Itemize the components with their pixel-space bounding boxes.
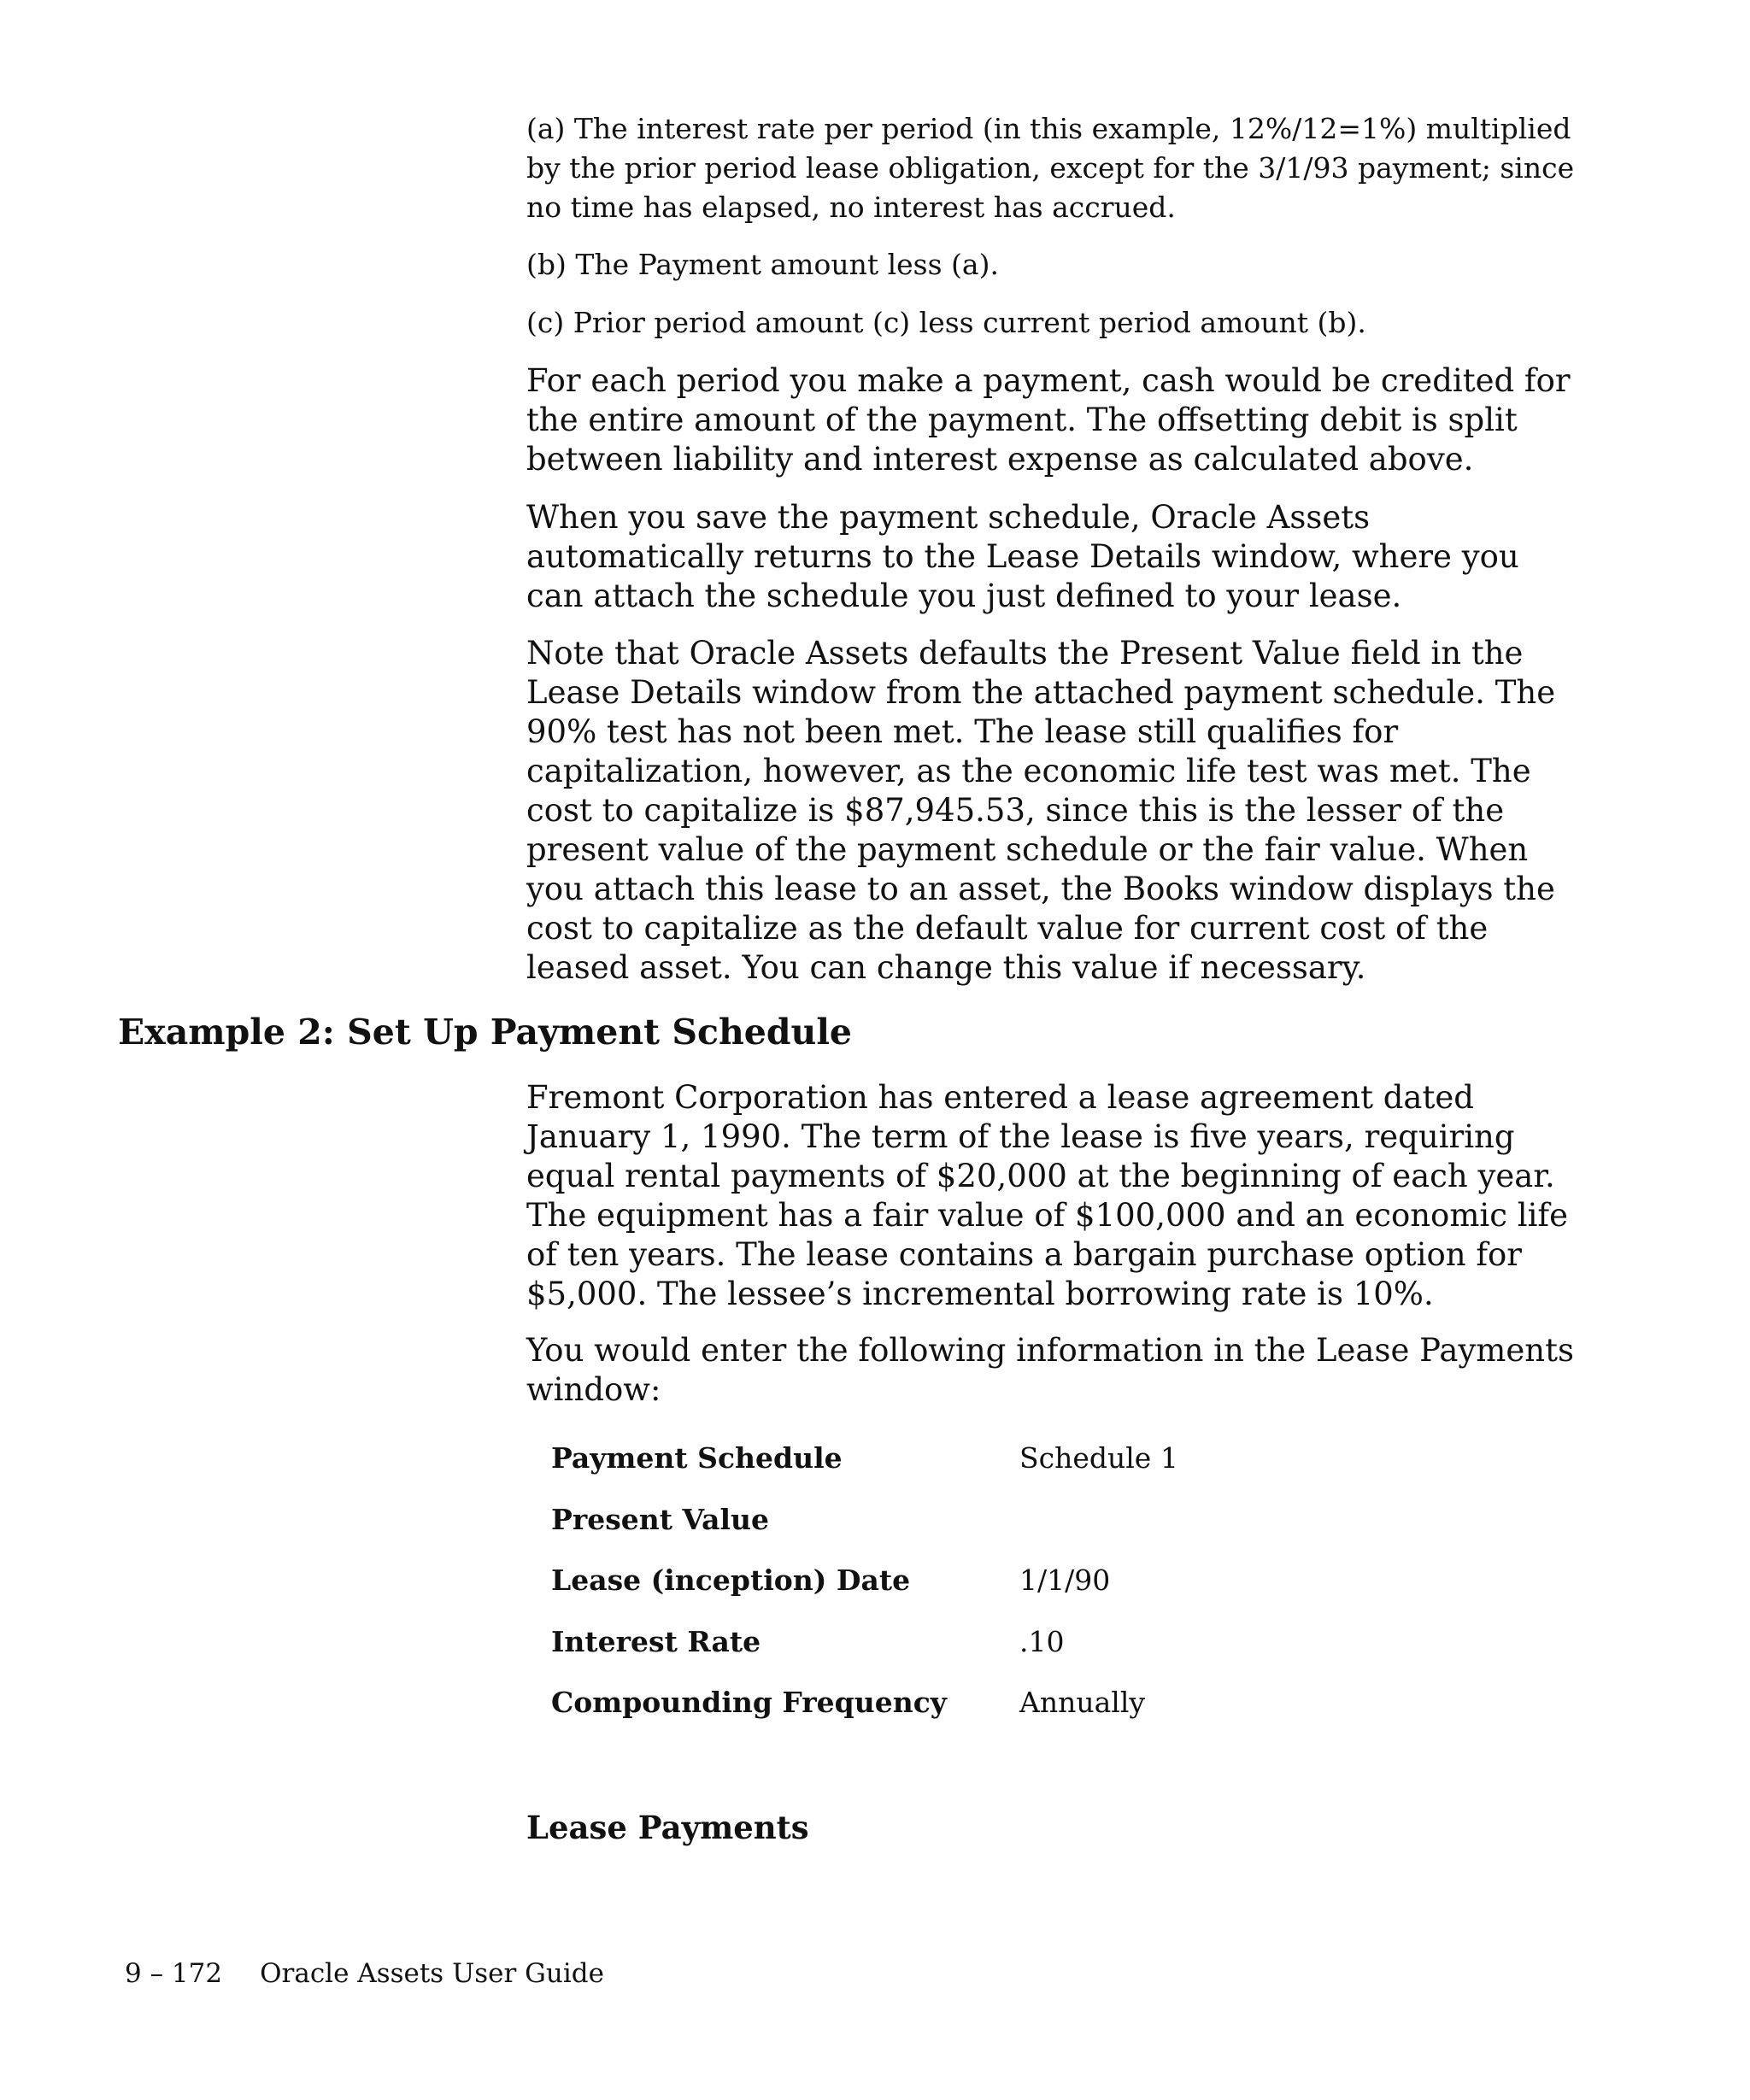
field-label: Compounding Frequency — [551, 1686, 947, 1719]
field-row-interest-rate — [551, 1622, 1491, 1684]
page-number: 9 – 172 — [125, 1958, 223, 1989]
book-title: Oracle Assets User Guide — [260, 1958, 604, 1989]
paragraph-present-value-note: Note that Oracle Assets defaults the Present Value field in the Lease Details window from the attached payment schedule. The 90% test has not been met. The lease still qualifies for capitalization, however, as the economic life test was met. The cost to capitalize is $87,945.53, since this is the lesser of the present value of the payment schedule or the fair value. When you attach this lease to an asset, the Books window displays the cost to capitalize as the default value for current cost of the leased asset. You can change this value if necessary. — [526, 635, 1556, 986]
field-value: 1/1/90 — [1019, 1563, 1111, 1597]
paragraph-cash-credit: For each period you make a payment, cash would be credited for the entire amount of the payment. The offsetting debit is split between liability and interest expense as calculated above. — [526, 362, 1571, 478]
field-label: Payment Schedule — [551, 1441, 843, 1475]
field-label: Interest Rate — [551, 1624, 761, 1658]
note-b: (b) The Payment amount less (a). — [526, 248, 999, 281]
note-c: (c) Prior period amount (c) less current period amount (b). — [526, 306, 1366, 339]
field-label: Lease (inception) Date — [551, 1563, 911, 1597]
lease-payments-field-list — [551, 1439, 1491, 1745]
field-value: .10 — [1019, 1624, 1065, 1658]
sub-heading-lease-payments: Lease Payments — [526, 1809, 809, 1846]
paragraph-enter-info: You would enter the following information in the Lease Payments window: — [526, 1332, 1574, 1408]
field-row-payment-schedule — [551, 1439, 1491, 1500]
section-heading-example-2: Example 2: Set Up Payment Schedule — [118, 1012, 852, 1053]
field-row-present-value — [551, 1500, 1491, 1562]
field-value: Schedule 1 — [1019, 1441, 1178, 1475]
field-value: Annually — [1019, 1686, 1146, 1719]
field-row-lease-inception-date — [551, 1561, 1491, 1622]
paragraph-save-schedule: When you save the payment schedule, Oracle Assets automatically returns to the Lease Details window, where you can attach the schedule you just defined to your lease. — [526, 499, 1519, 614]
note-a: (a) The interest rate per period (in this example, 12%/12=1%) multiplied by the prior period lease obligation, except for the 3/1/93 payment; since no time has elapsed, no interest has accrued. — [526, 112, 1575, 224]
field-row-compounding-frequency — [551, 1683, 1491, 1745]
paragraph-example-intro: Fremont Corporation has entered a lease agreement dated January 1, 1990. The term of the lease is five years, requiring equal rental payments of $20,000 at the beginning of each year. The equipment has a fair value of $100,000 and an economic life of ten years. The lease contains a bargain purchase option for $5,000. The lessee’s incremental borrowing rate is 10%. — [526, 1079, 1568, 1312]
field-label: Present Value — [551, 1502, 769, 1536]
page-footer — [125, 1956, 604, 1991]
